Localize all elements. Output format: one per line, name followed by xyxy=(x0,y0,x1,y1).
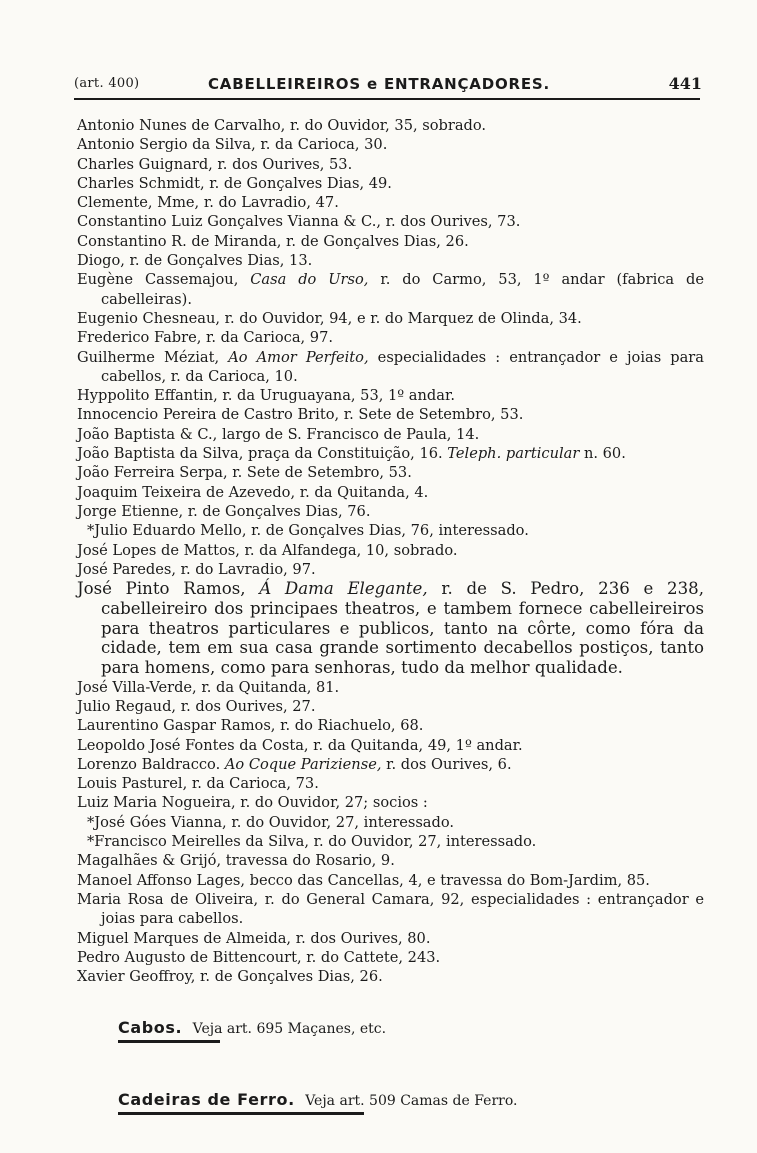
list-item: *Francisco Meirelles da Silva, r. do Ouvidor, 27, interessado. xyxy=(87,833,537,851)
cross-reference-cabos xyxy=(118,1018,386,1037)
list-item: Xavier Geoffroy, r. de Gonçalves Dias, 26. xyxy=(77,968,383,986)
shop-name: Ao Coque Pariziense, xyxy=(224,755,382,773)
list-item: Charles Schmidt, r. de Gonçalves Dias, 49. xyxy=(77,174,392,192)
list-item: Hyppolito Effantin, r. da Uruguayana, 53, 1º andar. xyxy=(77,387,455,405)
list-item: Diogo, r. de Gonçalves Dias, 13. xyxy=(77,252,313,270)
article-reference: (art. 400) xyxy=(74,76,140,91)
cross-reference-text: Veja art. 695 Maçanes, etc. xyxy=(192,1021,387,1037)
list-item xyxy=(77,270,704,309)
list-item: João Ferreira Serpa, r. Sete de Setembro, 53. xyxy=(77,464,412,482)
list-item: Charles Guignard, r. dos Ourives, 53. xyxy=(77,155,353,173)
list-item: Jorge Etienne, r. de Gonçalves Dias, 76. xyxy=(77,502,371,520)
list-item: Miguel Marques de Almeida, r. dos Ourives, 80. xyxy=(77,929,431,947)
list-item: José Paredes, r. do Lavradio, 97. xyxy=(77,560,316,578)
entry-text: n. 60. xyxy=(579,445,626,463)
telephone-label: Teleph. particular xyxy=(447,445,580,463)
list-item: *Julio Eduardo Mello, r. de Gonçalves Dias, 76, interessado. xyxy=(87,522,529,540)
list-item: Louis Pasturel, r. da Carioca, 73. xyxy=(77,775,319,793)
list-item: Constantino R. de Miranda, r. de Gonçalves Dias, 26. xyxy=(77,232,469,250)
shop-name: Ao Amor Perfeito, xyxy=(228,348,369,366)
list-item: Pedro Augusto de Bittencourt, r. do Cattete, 243. xyxy=(77,948,441,966)
page-number: 441 xyxy=(668,74,702,93)
entry-text: r. de S. Pedro, 236 e 238, cabelleireiro dos principaes theatros, e tambem fornece cabelleireiros para theatros particulares e publicos, tanto na côrte, como fóra da cidade, tem em sua casa grande sortimento decabellos postiços, tanto para homens, como para senhoras, tudo da melhor qualidade. xyxy=(101,579,704,677)
entry-text: Guilherme Méziat, xyxy=(77,348,229,366)
entry-text: Lorenzo Baldracco. xyxy=(77,755,225,773)
cross-reference-label: Cabos. xyxy=(118,1018,183,1037)
shop-name: Á Dama Elegante, xyxy=(259,579,428,599)
shop-name: Casa do Urso, xyxy=(250,271,369,289)
list-item: Antonio Sergio da Silva, r. da Carioca, 30. xyxy=(77,136,388,154)
list-item xyxy=(77,444,704,463)
list-item: Joaquim Teixeira de Azevedo, r. da Quitanda, 4. xyxy=(77,483,429,501)
list-item: Julio Regaud, r. dos Ourives, 27. xyxy=(77,697,316,715)
list-item: José Villa-Verde, r. da Quitanda, 81. xyxy=(77,678,340,696)
list-item: *José Góes Vianna, r. do Ouvidor, 27, interessado. xyxy=(87,813,455,831)
list-item: Leopoldo José Fontes da Costa, r. da Quitanda, 49, 1º andar. xyxy=(77,736,523,754)
list-item: José Lopes de Mattos, r. da Alfandega, 10, sobrado. xyxy=(77,541,458,559)
list-item: Antonio Nunes de Carvalho, r. do Ouvidor, 35, sobrado. xyxy=(77,117,487,134)
list-item xyxy=(77,579,704,678)
header-rule xyxy=(74,98,700,100)
entry-list xyxy=(77,116,704,986)
list-item xyxy=(77,755,704,774)
list-item: Frederico Fabre, r. da Carioca, 97. xyxy=(77,329,334,347)
entry-text: r. dos Ourives, 6. xyxy=(381,755,512,773)
entry-text: Eugène Cassemajou, xyxy=(77,271,251,289)
list-item: Luiz Maria Nogueira, r. do Ouvidor, 27; socios : xyxy=(77,794,428,812)
page-title: CABELLEIREIROS e ENTRANÇADORES. xyxy=(208,75,551,93)
list-item: Maria Rosa de Oliveira, r. do General Camara, 92, especialidades : entrançador e joias para cabellos. xyxy=(77,890,704,928)
list-item: Innocencio Pereira de Castro Brito, r. Sete de Setembro, 53. xyxy=(77,406,524,424)
list-item: Clemente, Mme, r. do Lavradio, 47. xyxy=(77,194,339,212)
list-item: Magalhães & Grijó, travessa do Rosario, 9. xyxy=(77,852,395,870)
entry-text: José Pinto Ramos, xyxy=(77,579,260,599)
list-item: Laurentino Gaspar Ramos, r. do Riachuelo, 68. xyxy=(77,717,424,735)
list-item: Eugenio Chesneau, r. do Ouvidor, 94, e r. do Marquez de Olinda, 34. xyxy=(77,309,582,327)
entry-text: João Baptista da Silva, praça da Constituição, 16. xyxy=(77,445,448,463)
list-item xyxy=(77,348,704,387)
page-header xyxy=(74,74,702,96)
list-item: João Baptista & C., largo de S. Francisco de Paula, 14. xyxy=(77,425,480,443)
cross-reference-text: Veja art. 509 Camas de Ferro. xyxy=(305,1093,518,1109)
section-underline xyxy=(118,1040,220,1043)
cross-reference-label: Cadeiras de Ferro. xyxy=(118,1090,295,1109)
list-item: Constantino Luiz Gonçalves Vianna & C., r. dos Ourives, 73. xyxy=(77,213,521,231)
cross-reference-cadeiras xyxy=(118,1090,517,1109)
entry-text: especialidades : entrançador e joias para cabellos, r. da Carioca, 10. xyxy=(101,348,704,385)
entry-text: r. do Carmo, 53, 1º andar (fabrica de cabelleiras). xyxy=(101,271,705,308)
list-item: Manoel Affonso Lages, becco das Cancellas, 4, e travessa do Bom-Jardim, 85. xyxy=(77,871,650,889)
section-underline xyxy=(118,1112,364,1115)
